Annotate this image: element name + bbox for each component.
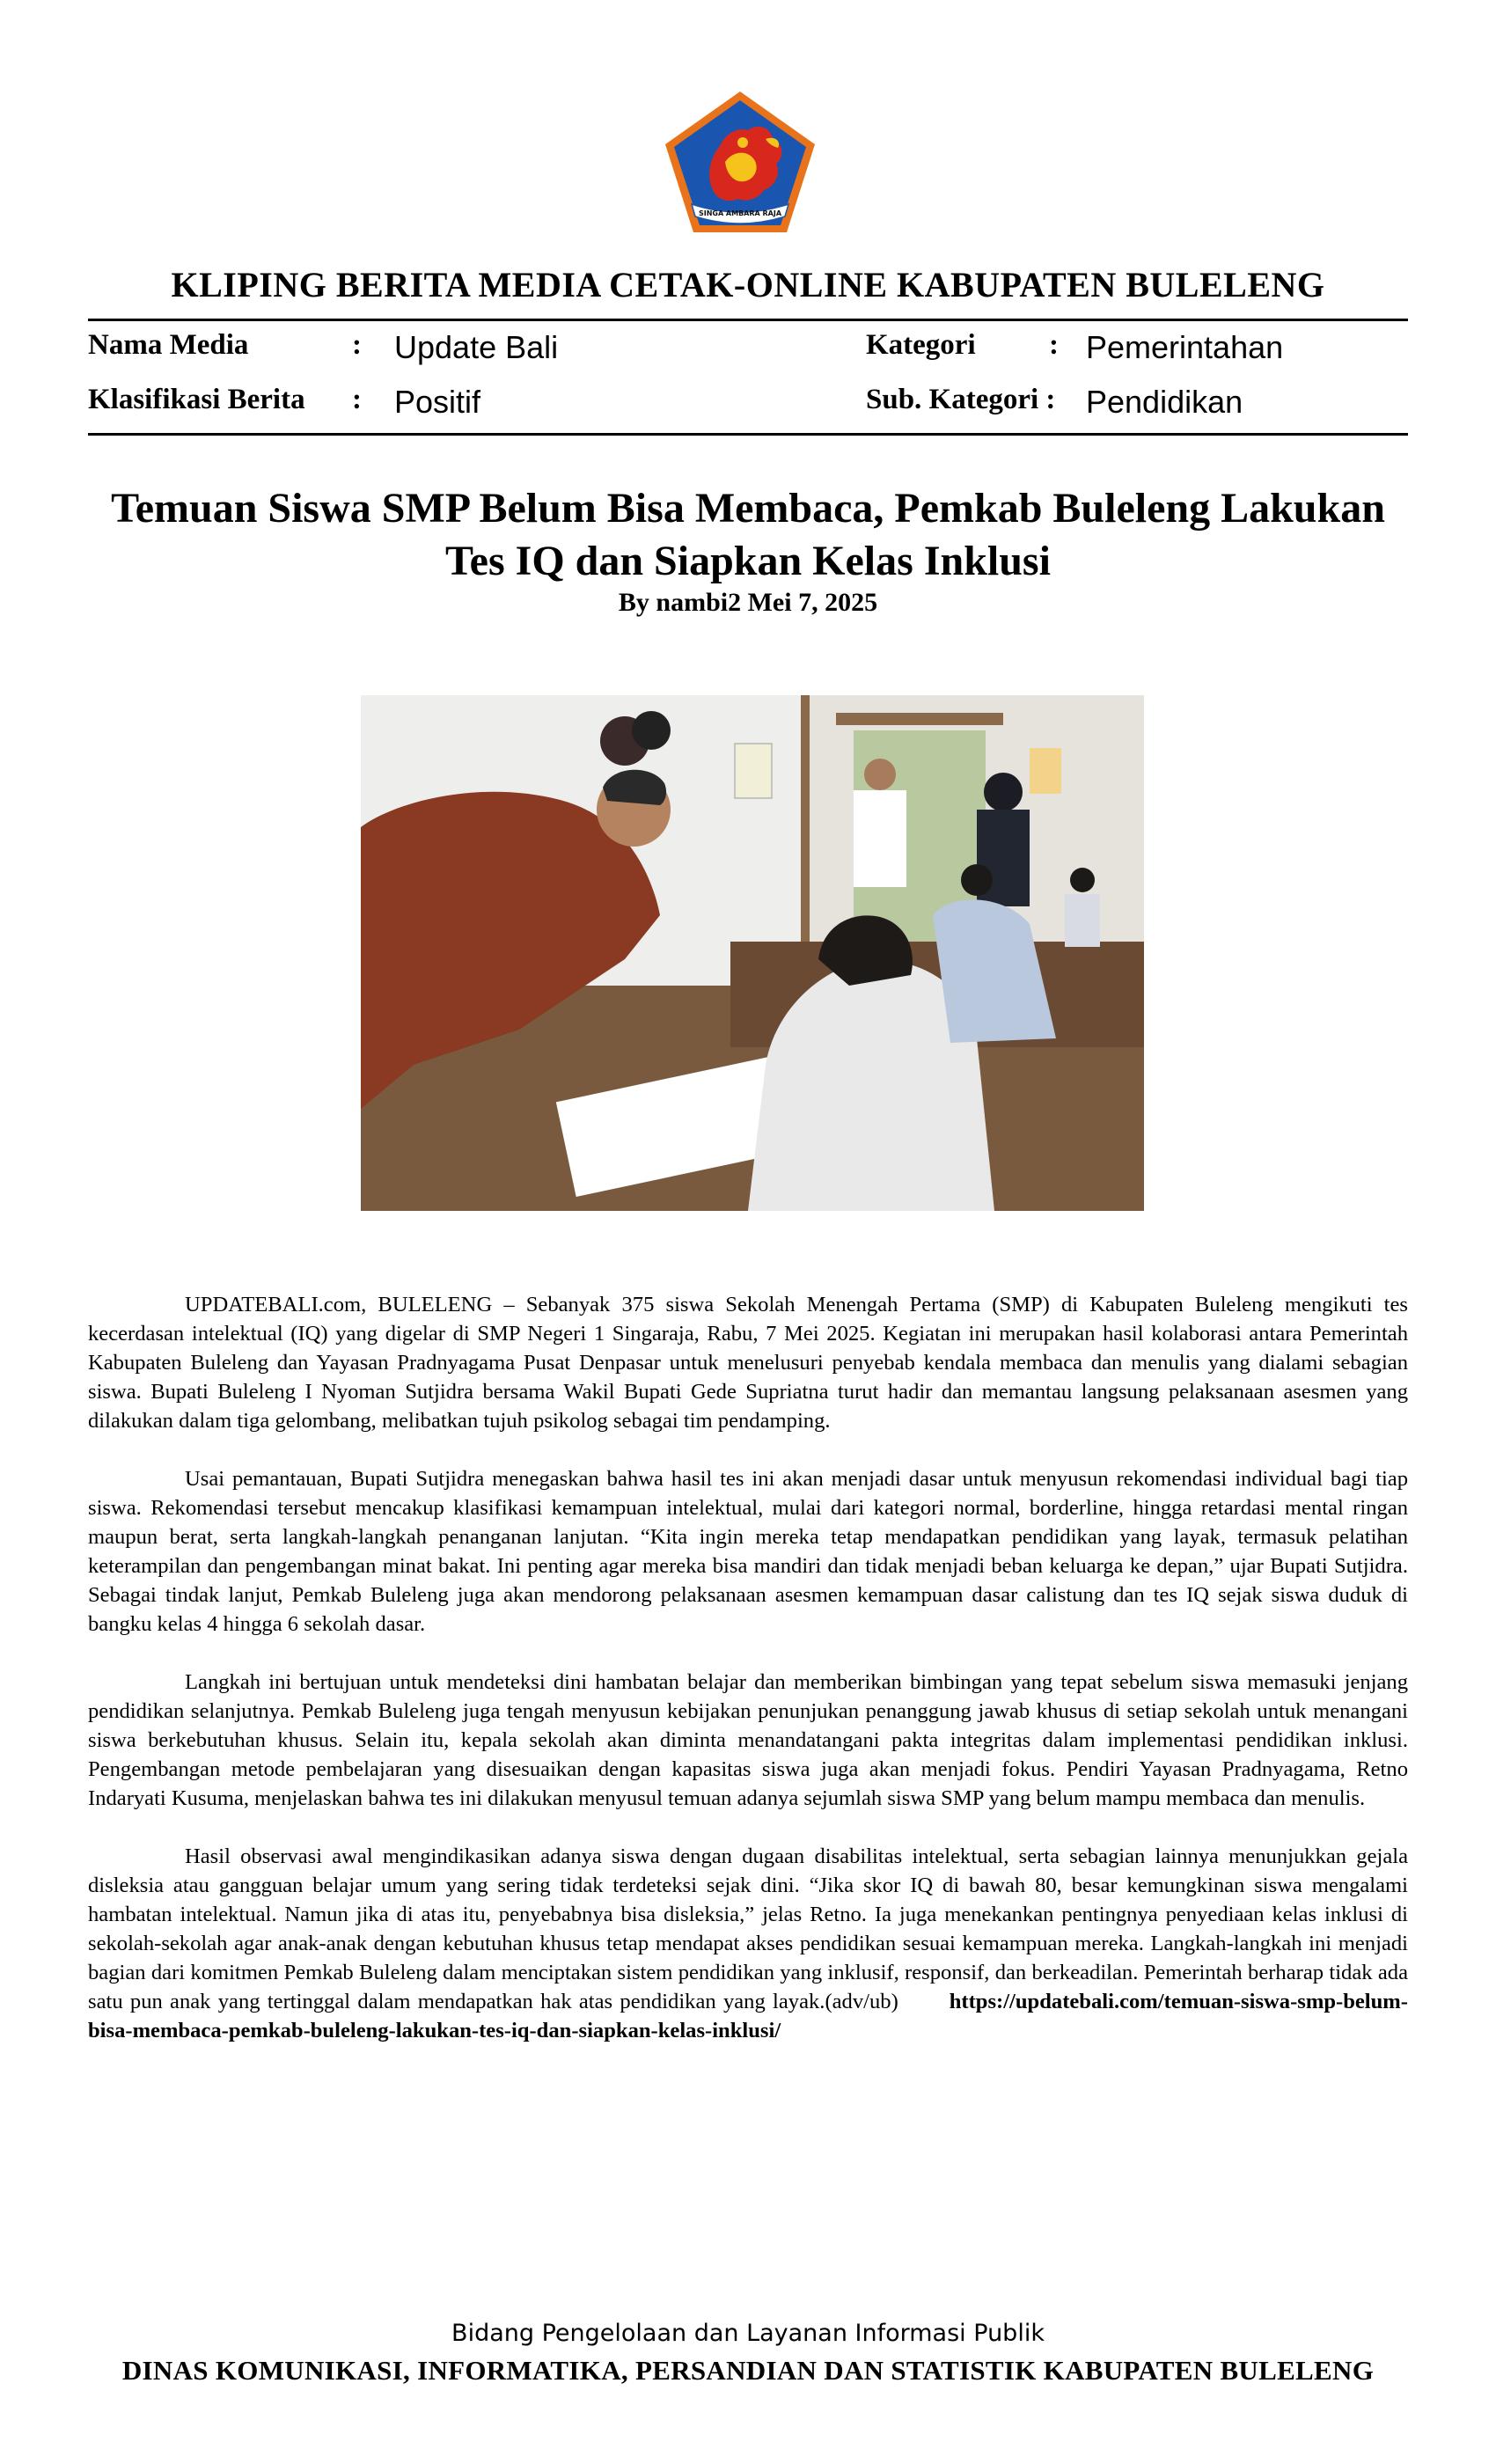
separator: : [352,329,362,361]
article-body [88,1290,1408,2045]
klasifikasi-value: Positif [394,384,481,420]
nama-media-label: Nama Media [88,329,249,361]
kategori-label: Kategori [866,329,976,361]
kategori-value: Pemerintahan [1086,329,1284,365]
article-headline: Temuan Siswa SMP Belum Bisa Membaca, Pemkab Buleleng Lakukan Tes IQ dan Siapkan Kelas Inklusi [111,485,1385,584]
article-byline: By nambi2 Mei 7, 2025 [618,588,878,617]
bottom-divider [88,433,1408,436]
sub-kategori-value: Pendidikan [1086,384,1243,420]
klasifikasi-label: Klasifikasi Berita [88,384,305,415]
article-paragraph [88,1842,1408,2045]
footer-division: Bidang Pengelolaan dan Layanan Informasi Publik [451,2320,1045,2347]
source-url-link[interactable]: https://updatebali.com/temuan-siswa-smp-belum-bisa-membaca-pemkab-buleleng-lakukan-tes-iq-dan-siapkan-kelas-inklusi/ [88,1990,1408,2042]
buleleng-emblem-logo [662,88,818,236]
article-paragraph: Langkah ini bertujuan untuk mendeteksi dini hambatan belajar dan memberikan bimbingan yang tepat sebelum siswa memasuki jenjang pendidikan selanjutnya. Pemkab Buleleng juga tengah menyusun kebijakan penunjukan penanggung jawab khusus di setiap sekolah untuk menangani siswa berkebutuhan khusus. Selain itu, kepala sekolah akan diminta menandatangani pakta integritas dalam implementasi pendidikan inklusi. Pengembangan metode pembelajaran yang disesuaikan dengan kapasitas siswa juga akan menjadi fokus. Pendiri Yayasan Pradnyagama, Retno Indaryati Kusuma, menjelaskan bahwa tes ini dilakukan menyusul temuan adanya sejumlah siswa SMP yang belum mampu membaca dan menulis. [88,1670,1408,1810]
logo-motto: SINGA AMBARA RAJA [698,209,782,217]
article-paragraph-text: Hasil observasi awal mengindikasikan adanya siswa dengan dugaan disabilitas intelektual, serta sebagian lainnya menunjukkan gejala disleksia atau gangguan belajar umum yang sering tidak terdeteksi sejak dini. “Jika skor IQ di bawah 80, besar kemungkinan siswa mengalami hambatan intelektual. Namun jika di atas itu, penyebabnya bisa disleksia,” jelas Retno. Ia juga menekankan pentingnya penyediaan kelas inklusi di sekolah-sekolah agar anak-anak dengan kebutuhan khusus tetap mendapat akses pendidikan sesuai kemampuan mereka. Langkah-langkah ini menjadi bagian dari komitmen Pemkab Buleleng dalam menciptakan sistem pendidikan yang inklusif, responsif, dan berkeadilan. Pemerintah berharap tidak ada satu pun anak yang tertinggal dalam mendapatkan hak atas pendidikan yang layak.(adv/ub) [88,1844,1408,2013]
article-photo [361,695,1144,1211]
separator: : [1049,329,1059,361]
nama-media-value: Update Bali [394,329,559,365]
separator: : [352,384,362,415]
top-divider [88,319,1408,321]
footer-agency: DINAS KOMUNIKASI, INFORMATIKA, PERSANDIAN DAN STATISTIK KABUPATEN BULELENG [121,2355,1375,2386]
article-paragraph: UPDATEBALI.com, BULELENG – Sebanyak 375 siswa Sekolah Menengah Pertama (SMP) di Kabupaten Buleleng mengikuti tes kecerdasan intelektual (IQ) yang digelar di SMP Negeri 1 Singaraja, Rabu, 7 Mei 2025. Kegiatan ini merupakan hasil kolaborasi antara Pemerintah Kabupaten Buleleng dan Yayasan Pradnyagama Pusat Denpasar untuk menelusuri penyebab kendala membaca dan menulis yang dialami sebagian siswa. Bupati Buleleng I Nyoman Sutjidra bersama Wakil Bupati Gede Supriatna turut hadir dan memantau langsung pelaksanaan asesmen yang dilakukan dalam tiga gelombang, melibatkan tujuh psikolog sebagai tim pendamping. [88,1293,1408,1433]
sub-kategori-label: Sub. Kategori : [866,384,1056,415]
article-paragraph: Usai pemantauan, Bupati Sutjidra menegaskan bahwa hasil tes ini akan menjadi dasar untuk menyusun rekomendasi individual bagi tiap siswa. Rekomendasi tersebut mencakup klasifikasi kemampuan intelektual, mulai dari kategori normal, borderline, hingga retardasi mental ringan maupun berat, serta langkah-langkah penanganan lanjutan. “Kita ingin mereka tetap mendapatkan pendidikan yang layak, termasuk pelatihan keterampilan dan pengembangan minat bakat. Ini penting agar mereka bisa mandiri dan tidak menjadi beban keluarga ke depan,” ujar Bupati Sutjidra. Sebagai tindak lanjut, Pemkab Buleleng juga akan mendorong pelaksanaan asesmen kemampuan dasar calistung dan tes IQ sejak siswa duduk di bangku kelas 4 hingga 6 sekolah dasar. [88,1467,1408,1636]
kliping-title: KLIPING BERITA MEDIA CETAK-ONLINE KABUPATEN BULELENG [171,265,1325,304]
